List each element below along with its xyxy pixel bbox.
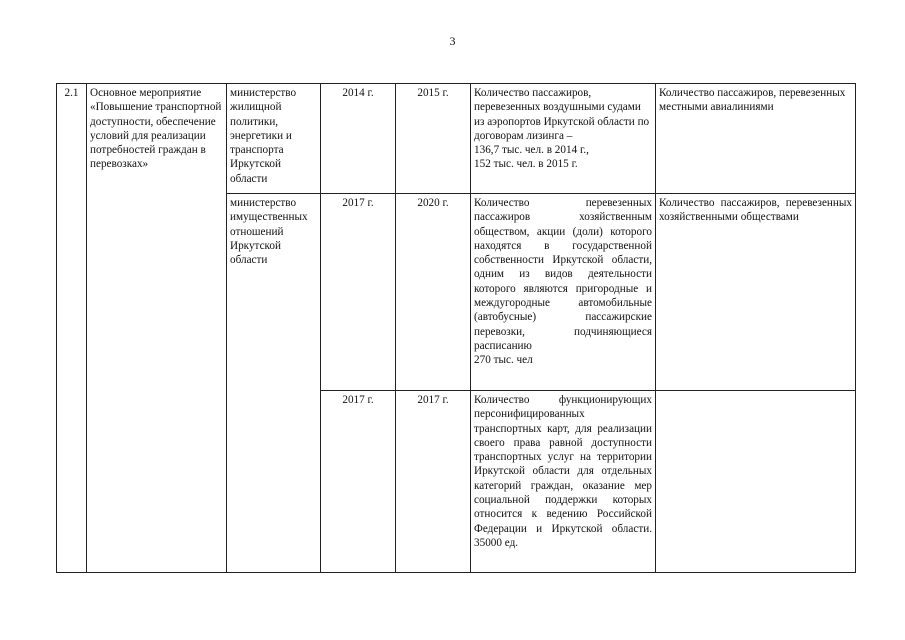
measures-table [56, 83, 856, 573]
start-year: 2017 г. [321, 194, 396, 391]
result-cell: Количество функционирующих персонифицированных транспортных карт, для реализации своего права равной доступности транспортных услуг на территории Иркутской области для отдельных категорий граждан, оказание мер социальной поддержки которых относится к ведению Российской Федерации и Иркутской области. 35000 ед. [471, 391, 656, 573]
page-number: 3 [449, 34, 456, 48]
end-year: 2020 г. [396, 194, 471, 391]
end-year: 2017 г. [396, 391, 471, 573]
result-cell: Количество перевезенных пассажиров хозяйственным обществом, акции (доли) которого находятся в государственной собственности Иркутской области, одним из видов деятельности которого являются пригородные и междугородные автомобильные (автобусные) пассажирские перевозки, подчиняющиеся расписанию 270 тыс. чел [471, 194, 656, 391]
measure-name: Основное мероприятие «Повышение транспортной доступности, обеспечение условий для реализации потребностей граждан в перевозках» [87, 84, 227, 573]
end-year: 2015 г. [396, 84, 471, 194]
table-row [57, 84, 856, 194]
executor-cell: министерство жилищной политики, энергетики и транспорта Иркутской области [227, 84, 321, 194]
result-cell: Количество пассажиров, перевезенных воздушными судами из аэропортов Иркутской области по договорам лизинга – 136,7 тыс. чел. в 2014 г., 152 тыс. чел. в 2015 г. [471, 84, 656, 194]
start-year: 2014 г. [321, 84, 396, 194]
start-year: 2017 г. [321, 391, 396, 573]
row-number: 2.1 [57, 84, 87, 573]
executor-cell: министерство имущественных отношений Иркутской области [227, 194, 321, 573]
indicator-cell: Количество пассажиров, перевезенных местными авиалиниями [656, 84, 856, 194]
indicator-cell [656, 391, 856, 573]
indicator-cell: Количество пассажиров, перевезенных хозяйственными обществами [656, 194, 856, 391]
